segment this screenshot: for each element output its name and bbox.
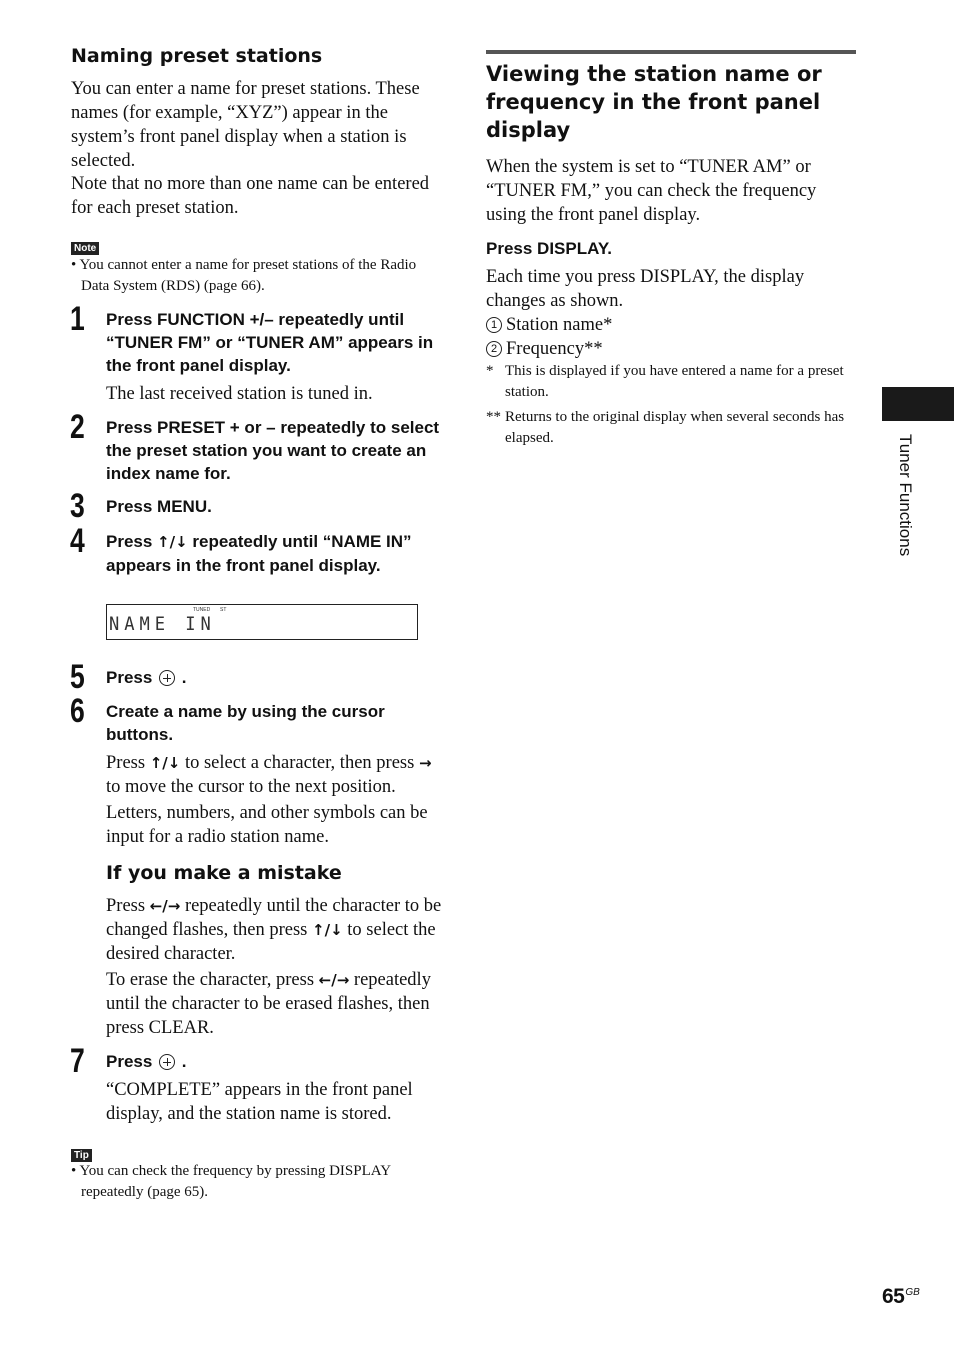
section-heading-naming: Naming preset stations bbox=[71, 45, 323, 67]
step-6-body-2: Letters, numbers, and other symbols can be input for a radio station name. bbox=[106, 803, 428, 847]
viewing-intro: When the system is set to “TUNER AM” or “TUNER FM,” you can check the frequency using the front panel display. bbox=[486, 157, 817, 225]
up-down-arrow-icon: ↑/↓ bbox=[149, 754, 181, 772]
step-number-2: 2 bbox=[70, 408, 85, 446]
footnote-2-text: Returns to the original display when several seconds has elapsed. bbox=[505, 409, 845, 446]
left-right-arrow-icon: ←/→ bbox=[318, 971, 350, 989]
up-down-arrow-icon: ↑/↓ bbox=[157, 533, 188, 551]
display-item-1: 1 Station name* bbox=[486, 313, 848, 337]
intro-paragraph-2: Note that no more than one name can be entered for each preset station. bbox=[71, 174, 430, 218]
circled-number-1-icon: 1 bbox=[486, 317, 502, 333]
step-6-heading: Create a name by using the cursor buttons. bbox=[106, 702, 385, 744]
note-label: Note bbox=[71, 238, 99, 256]
press-display-subhead: Press DISPLAY. bbox=[486, 239, 612, 258]
step-3-heading: Press MENU. bbox=[106, 497, 212, 516]
enter-button-icon bbox=[159, 1054, 175, 1070]
front-panel-display bbox=[106, 604, 418, 640]
tip-label: Tip bbox=[71, 1145, 92, 1163]
step-6-body-1: Press ↑/↓ to select a character, then press → to move the cursor to the next position. bbox=[106, 753, 432, 797]
up-down-arrow-icon: ↑/↓ bbox=[312, 921, 343, 939]
page-number: $65^{GB}$ bbox=[882, 1285, 920, 1308]
step-2-heading: Press PRESET + or – repeatedly to select the preset station you want to create an index name for. bbox=[106, 418, 440, 483]
mistake-paragraph-1: Press ←/→ repeatedly until the character to be changed flashes, then press ↑/↓ to select the desired character. bbox=[106, 896, 442, 964]
display-item-2: 2 Frequency** bbox=[486, 337, 848, 361]
right-arrow-icon: → bbox=[418, 754, 432, 772]
enter-button-icon bbox=[159, 670, 175, 686]
step-number-3: 3 bbox=[70, 487, 85, 525]
display-indicator-st: ST bbox=[220, 607, 227, 613]
mistake-paragraph-2: To erase the character, press ←/→ repeatedly until the character to be erased flashes, then press CLEAR. bbox=[106, 970, 431, 1038]
footnote-1-text: This is displayed if you have entered a name for a preset station. bbox=[505, 363, 844, 400]
step-number-7: 7 bbox=[70, 1042, 85, 1080]
step-number-5: 5 bbox=[70, 658, 85, 696]
side-tab-label: Tuner Functions bbox=[896, 434, 915, 557]
mistake-heading: If you make a mistake bbox=[106, 862, 342, 884]
intro-paragraph-1: You can enter a name for preset stations. These names (for example, “XYZ”) appear in the system’s front panel display when a station is selected. bbox=[71, 79, 420, 171]
step-1-heading: Press FUNCTION +/– repeatedly until “TUNER FM” or “TUNER AM” appears in the front panel display. bbox=[106, 310, 434, 375]
left-right-arrow-icon: ←/→ bbox=[149, 897, 181, 915]
step-number-4: 4 bbox=[70, 522, 85, 560]
display-changes-paragraph: Each time you press DISPLAY, the display changes as shown. bbox=[486, 267, 805, 311]
footnote-2-mark: ** bbox=[486, 409, 501, 425]
note-text: • You cannot enter a name for preset stations of the Radio Data System (RDS) (page 66). bbox=[71, 257, 417, 294]
tip-text: • You can check the frequency by pressing DISPLAY repeatedly (page 65). bbox=[71, 1163, 391, 1200]
step-5-heading: Press . bbox=[106, 668, 187, 687]
step-1-body: The last received station is tuned in. bbox=[106, 384, 373, 404]
step-7-heading: Press . bbox=[106, 1052, 187, 1071]
section-heading-viewing: Viewing the station name or frequency in the front panel display bbox=[486, 62, 822, 142]
circled-number-2-icon: 2 bbox=[486, 341, 502, 357]
footnote-1-mark: * bbox=[486, 363, 494, 379]
step-4-heading: Press ↑/↓ repeatedly until “NAME IN” appears in the front panel display. bbox=[106, 532, 412, 575]
section-rule bbox=[486, 50, 856, 54]
step-7-body: “COMPLETE” appears in the front panel display, and the station name is stored. bbox=[106, 1080, 413, 1124]
display-text: NAME IN bbox=[109, 613, 216, 635]
step-number-6: 6 bbox=[70, 692, 85, 730]
step-number-1: 1 bbox=[70, 300, 85, 338]
display-indicator-tuned: TUNED bbox=[193, 607, 211, 613]
side-tab-marker bbox=[882, 387, 954, 421]
